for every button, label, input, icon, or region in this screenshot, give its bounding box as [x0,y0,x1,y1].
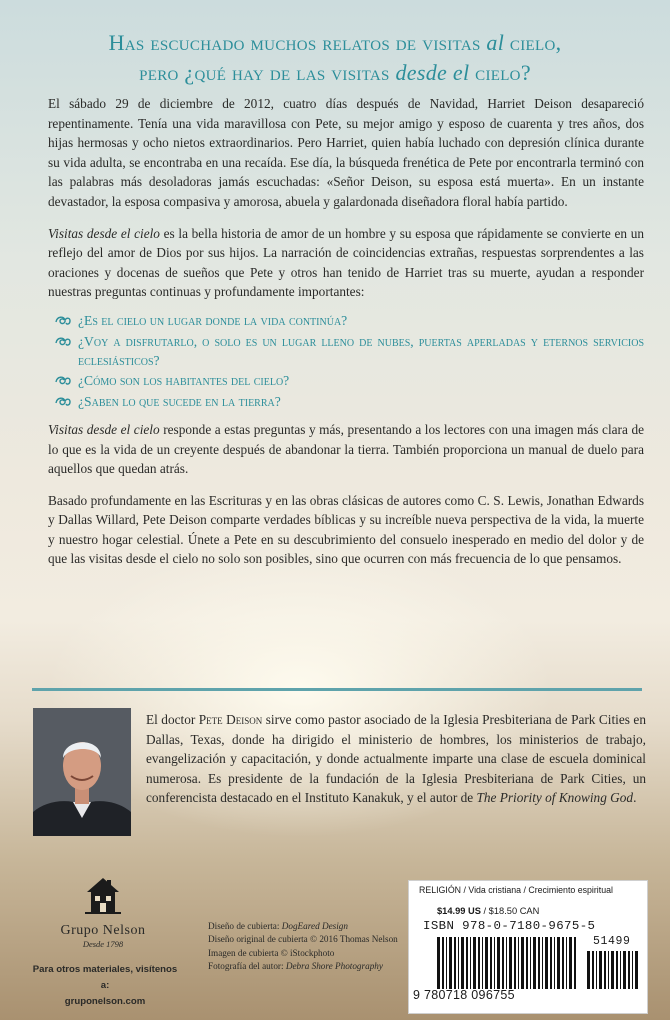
paragraph-story: Visitas desde el cielo es la bella historia de amor de un hombre y su esposa que rápidamente se convierte en un reflejo del amor de Dios por sus hijos. La narración de coincidencias extrañas, respuestas sorprendentes a las oraciones y docenas de sueños que Pete y otros han tenido de Harriet tras su muerte, ayudan a responder nuestras preguntas continuas y profundamente importantes: [48,225,644,300]
publisher-since: Desde 1798 [82,939,124,949]
section-divider [32,688,642,691]
author-photo [33,708,131,836]
synopsis [48,94,644,569]
barcode-digits: 9 780718 096755 [413,988,515,1002]
house-logo-icon [81,872,125,916]
publisher-name: Grupo Nelson [60,923,146,938]
barcode-addon-number: 51499 [593,935,631,948]
flourish-bullet-icon [54,335,72,349]
main-barcode-icon [437,937,577,989]
author-name: Pete Deison [198,712,263,727]
publisher-logo [48,872,158,949]
paragraph-intro: El sábado 29 de diciembre de 2012, cuatro días después de Navidad, Harriet Deison desapareció repentinamente. Tenía una vida maravillosa con Pete, su mejor amigo y esposo de cuarenta y tres años, dos hijas hermosas y ocho nietos extraordinarios. Pero Harriet, quien había luchado con depresión clínica durante su vida adulta, se encontraba en una recaída. Ese día, la búsqueda frenética de Pete por encontrarla terminó con las palabras más desoladoras jamás escuchadas: «Señor Deison, su esposa está muerta». En un instante devastador, la esposa compasiva y amorosa, abuela y galardonada diseñadora floral había partido. [48,96,644,209]
price-label: $14.99 US / $18.50 CAN [437,906,540,916]
addon-barcode-icon [587,951,639,989]
other-book-title: The Priority of Knowing God [476,790,634,806]
author-bio: El doctor Pete Deison sirve como pastor asociado de la Iglesia Presbiteriana de Park Cities en Dallas, Texas, donde ha dirigido el ministerio de hombres, los ministerios de trabajo, evangelización y capacitación, y donde actualmente imparte una clase de escuela dominical numerosa. Es presidente de la fundación de la Iglesia Presbiteriana de Park Cities, un conferencista destacado en el Instituto Kanakuk, y el autor de The Priority of Knowing God. [146,712,646,806]
publisher-website-note: Para otros materiales, visítenos a: gruponelson.com [30,962,180,1010]
isbn-number: ISBN 978-0-7180-9675-5 [423,919,596,933]
publisher-url[interactable]: gruponelson.com [64,996,146,1007]
paragraph-answers: Visitas desde el cielo responde a estas preguntas y más, presentando a los lectores con una imagen más clara de lo que es la vida de un creyente después de abandonar la tierra. También proporciona un manual de duelo para aquellos que quedan atrás. [48,421,644,477]
paragraph-scripture: Basado profundamente en las Escrituras y en las obras clásicas de autores como C. S. Lewis, Jonathan Edwards y Dallas Willard, Pete Deison comparte verdades bíblicas y su increíble nueva perspectiva de la vida, la muerte y nuestro hogar celestial. Únete a Pete en su descubrimiento del consuelo inesperado en medio del dolor y de que las visitas desde el cielo no solo son posibles, sino que ocurren con más frecuencia de lo que pensamos. [48,492,644,567]
question-item: ¿Cómo son los habitantes del cielo? [48,372,644,391]
question-list [48,312,644,412]
headline-line-2: pero ¿qué hay de las visitas desde el cielo? [139,60,531,85]
cover-credits: Diseño de cubierta: DogEared Design Diseño original de cubierta © 2016 Thomas Nelson Imagen de cubierta © iStockphoto Fotografía del autor: Debra Shore Photography [208,921,398,972]
back-cover-headline [22,28,648,88]
bisac-category: RELIGIÓN / Vida cristiana / Crecimiento espiritual [419,885,613,895]
isbn-barcode-box [408,880,648,1014]
flourish-bullet-icon [54,314,72,328]
question-item: ¿Es el cielo un lugar donde la vida continúa? [48,312,644,331]
question-item: ¿Saben lo que sucede en la tierra? [48,393,644,412]
flourish-bullet-icon [54,374,72,388]
flourish-bullet-icon [54,395,72,409]
question-item: ¿Voy a disfrutarlo, o solo es un lugar lleno de nubes, puertas aperladas y eternos servicios eclesiásticos? [48,333,644,371]
headline-line-1: Has escuchado muchos relatos de visitas al cielo, [108,30,562,55]
